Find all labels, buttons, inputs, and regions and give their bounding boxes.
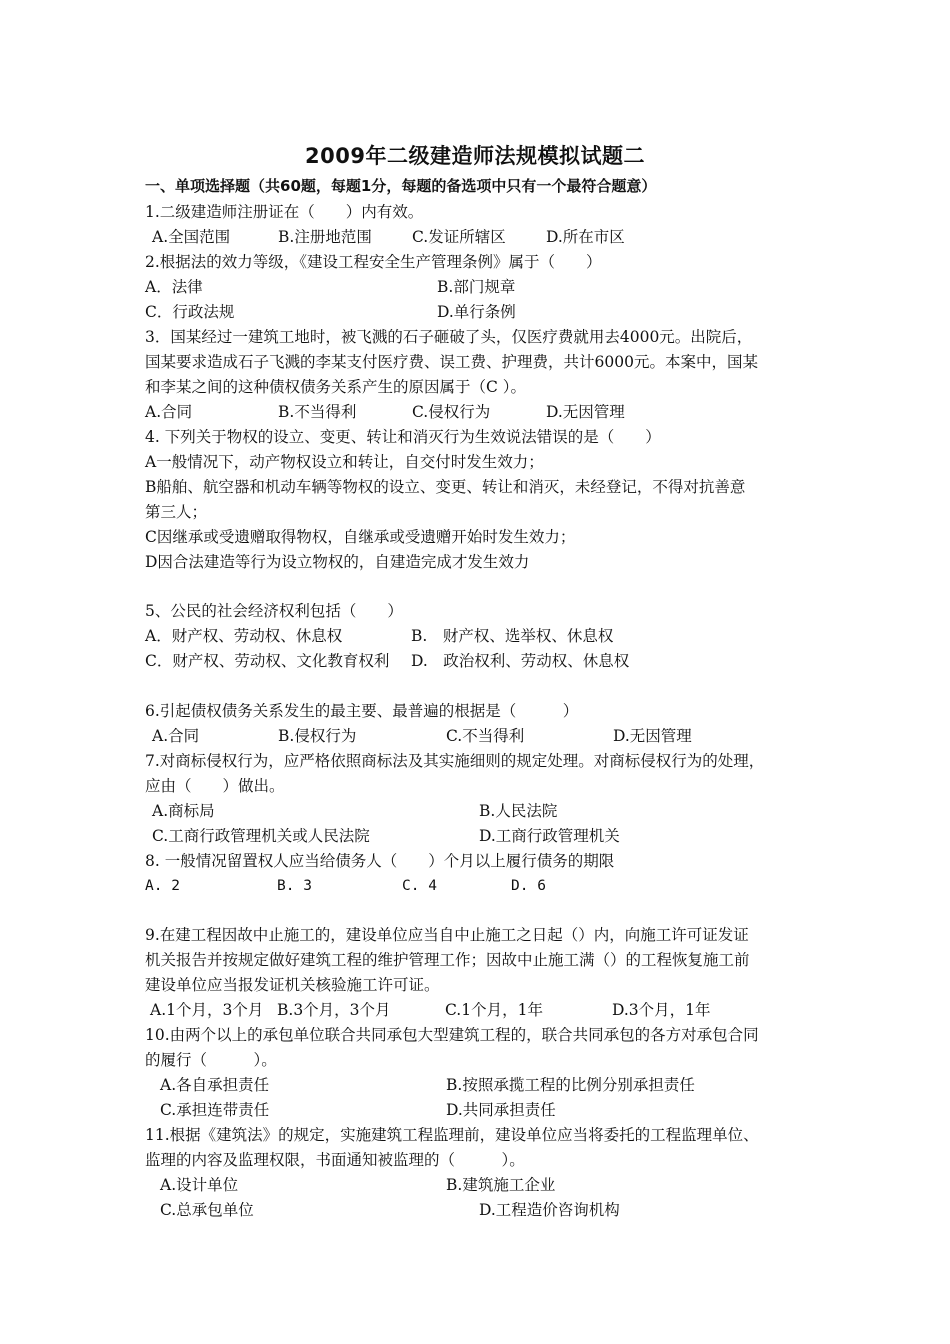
q7-option-c: C.工商行政管理机关或人民法院 [152,827,370,845]
q10-option-d: D.共同承担责任 [446,1101,556,1119]
q5-option-a: A．财产权、劳动权、休息权 [145,627,343,645]
q4-option-c: C因继承或受遗赠取得物权，自继承或受遗赠开始时发生效力； [145,528,576,546]
document-title: 2009年二级建造师法规模拟试题二 [305,144,645,168]
question-3-line-1: 3．国某经过一建筑工地时，被飞溅的石子砸破了头，仅医疗费就用去4000元。出院后， [145,328,753,346]
q6-option-d: D.无因管理 [613,727,692,745]
q6-option-b: B.侵权行为 [278,727,357,745]
q10-option-c: C.承担连带责任 [160,1101,270,1119]
q1-option-d: D.所在市区 [546,228,625,246]
q9-option-c: C.1个月，1年 [445,1001,543,1019]
question-10-line-1: 10.由两个以上的承包单位联合共同承包大型建筑工程的，联合共同承包的各方对承包合同 [145,1026,759,1044]
q3-option-a: A.合同 [145,403,193,421]
q10-option-a: A.各自承担责任 [160,1076,270,1094]
q11-option-a: A.设计单位 [160,1176,239,1194]
q9-option-a: A.1个月，3个月 [150,1001,264,1019]
q5-option-d: D. 政治权利、劳动权、休息权 [411,652,630,670]
q8-option-d: D. 6 [511,878,546,894]
question-8-stem: 8. 一般情况留置权人应当给债务人（ ）个月以上履行债务的期限 [145,852,615,870]
q2-option-b: B.部门规章 [437,278,516,296]
q3-option-d: D.无因管理 [546,403,625,421]
question-6-stem: 6.引起债权债务关系发生的最主要、最普遍的根据是（ ） [145,702,579,720]
q6-option-a: A.合同 [152,727,200,745]
q7-option-a: A.商标局 [152,802,215,820]
q7-option-d: D.工商行政管理机关 [479,827,620,845]
question-5-stem: 5、公民的社会经济权利包括（ ） [145,602,403,620]
question-9-line-1: 9.在建工程因故中止施工的，建设单位应当自中止施工之日起（）内，向施工许可证发证 [145,926,749,944]
q3-option-b: B.不当得利 [278,403,357,421]
q9-option-d: D.3个月，1年 [612,1001,711,1019]
q4-option-a: A一般情况下，动产物权设立和转让，自交付时发生效力； [145,453,544,471]
q11-option-c: C.总承包单位 [160,1201,254,1219]
q4-option-b-line-1: B船舶、航空器和机动车辆等物权的设立、变更、转让和消灭，未经登记，不得对抗善意 [145,478,746,496]
q2-option-d: D.单行条例 [437,303,516,321]
q1-option-a: A.全国范围 [152,228,231,246]
q9-option-b: B.3个月，3个月 [277,1001,391,1019]
q10-option-b: B.按照承揽工程的比例分别承担责任 [446,1076,695,1094]
question-4-stem: 4. 下列关于物权的设立、变更、转让和消灭行为生效说法错误的是（ ） [145,428,661,446]
q2-option-a: A．法律 [145,278,203,296]
q11-option-b: B.建筑施工企业 [446,1176,556,1194]
q5-option-b: B. 财产权、选举权、休息权 [411,627,614,645]
q8-option-b: B. 3 [277,878,312,894]
q1-option-b: B.注册地范围 [278,228,372,246]
q11-option-d: D.工程造价咨询机构 [479,1201,620,1219]
q6-option-c: C.不当得利 [446,727,525,745]
q4-option-d: D因合法建造等行为设立物权的，自建造完成才发生效力 [145,553,530,571]
q3-option-c: C.侵权行为 [412,403,491,421]
question-1-stem: 1.二级建造师注册证在（ ）内有效。 [145,203,424,221]
q2-option-c: C．行政法规 [145,303,235,321]
question-11-line-1: 11.根据《建筑法》的规定，实施建筑工程监理前，建设单位应当将委托的工程监理单位、 [145,1126,759,1144]
question-3-line-3: 和李某之间的这种债权债务关系产生的原因属于（C ）。 [145,378,527,396]
q7-option-b: B.人民法院 [479,802,558,820]
q8-option-c: C. 4 [402,878,437,894]
q5-option-c: C．财产权、劳动权、文化教育权利 [145,652,390,670]
question-7-line-2: 应由（ ）做出。 [145,777,285,795]
q8-option-a: A. 2 [145,878,180,894]
q4-option-b-line-2: 第三人； [145,503,208,521]
question-11-line-2: 监理的内容及监理权限，书面通知被监理的（ ）。 [145,1151,525,1169]
question-7-line-1: 7.对商标侵权行为，应严格依照商标法及其实施细则的规定处理。对商标侵权行为的处理， [145,752,765,770]
question-9-line-3: 建设单位应当报发证机关核验施工许可证。 [145,976,440,994]
question-10-line-2: 的履行（ ）。 [145,1051,277,1069]
section-heading: 一、单项选择题（共60题，每题1分，每题的备选项中只有一个最符合题意） [145,177,657,195]
question-3-line-2: 国某要求造成石子飞溅的李某支付医疗费、误工费、护理费，共计6000元。本案中，国某 [145,353,758,371]
q1-option-c: C.发证所辖区 [412,228,506,246]
question-9-line-2: 机关报告并按规定做好建筑工程的维护管理工作；因故中止施工满（）的工程恢复施工前 [145,951,750,969]
question-2-stem: 2.根据法的效力等级，《建设工程安全生产管理条例》属于（ ） [145,253,602,271]
